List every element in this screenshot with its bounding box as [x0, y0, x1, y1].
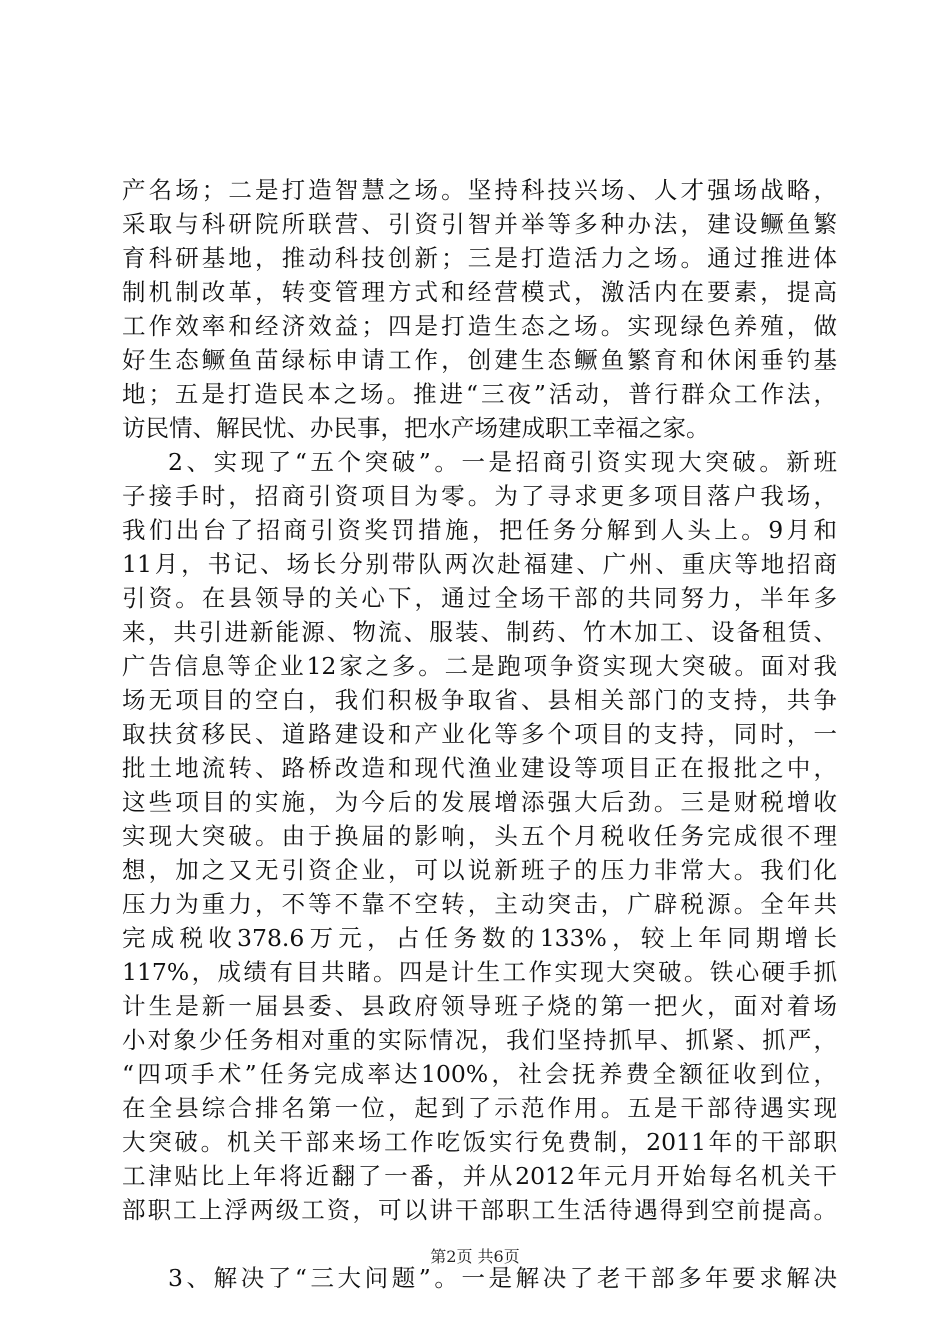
text-line: 完成税收378.6万元，占任务数的133%，较上年同期增长	[122, 924, 837, 952]
text-line: 地；五是打造民本之场。推进“三夜”活动，普行群众工作法，	[122, 380, 837, 408]
paragraph-start-line: 2、实现了“五个突破”。一是招商引资实现大突破。新班	[168, 448, 837, 476]
text-line: 场无项目的空白，我们积极争取省、县相关部门的支持，共争	[122, 686, 837, 714]
text-line: 育科研基地，推动科技创新；三是打造活力之场。通过推进体	[122, 244, 837, 272]
text-line: “四项手术”任务完成率达100%，社会抚养费全额征收到位，	[122, 1060, 837, 1088]
text-line: 工津贴比上年将近翻了一番，并从2012年元月开始每名机关干	[122, 1162, 837, 1190]
text-line: 小对象少任务相对重的实际情况，我们坚持抓早、抓紧、抓严，	[122, 1026, 837, 1054]
text-line: 117%，成绩有目共睹。四是计生工作实现大突破。铁心硬手抓	[122, 958, 837, 986]
text-line: 来，共引进新能源、物流、服装、制药、竹木加工、设备租赁、	[122, 618, 837, 646]
text-line: 压力为重力，不等不靠不空转，主动突击，广辟税源。全年共	[122, 890, 837, 918]
text-line: 这些项目的实施，为今后的发展增添强大后劲。三是财税增收	[122, 788, 837, 816]
text-line: 部职工上浮两级工资，可以讲干部职工生活待遇得到空前提高。	[122, 1196, 837, 1224]
text-line: 访民情、解民忧、办民事，把水产场建成职工幸福之家。	[122, 414, 710, 442]
page-number-footer: 第2页 共6页	[430, 1247, 520, 1266]
text-line: 大突破。机关干部来场工作吃饭实行免费制，2011年的干部职	[122, 1128, 837, 1156]
text-line: 11月，书记、场长分别带队两次赴福建、广州、重庆等地招商	[122, 550, 837, 578]
text-line: 实现大突破。由于换届的影响，头五个月税收任务完成很不理	[122, 822, 837, 850]
text-line: 工作效率和经济效益；四是打造生态之场。实现绿色养殖，做	[122, 312, 837, 340]
text-line: 产名场；二是打造智慧之场。坚持科技兴场、人才强场战略，	[122, 176, 837, 204]
text-line: 子接手时，招商引资项目为零。为了寻求更多项目落户我场，	[122, 482, 837, 510]
text-line: 广告信息等企业12家之多。二是跑项争资实现大突破。面对我	[122, 652, 837, 680]
text-line: 好生态鳜鱼苗绿标申请工作，创建生态鳜鱼繁育和休闲垂钓基	[122, 346, 837, 374]
text-line: 我们出台了招商引资奖罚措施，把任务分解到人头上。9月和	[122, 516, 837, 544]
text-line: 采取与科研院所联营、引资引智并举等多种办法，建设鳜鱼繁	[122, 210, 837, 238]
text-line: 取扶贫移民、道路建设和产业化等多个项目的支持，同时，一	[122, 720, 837, 748]
text-line: 计生是新一届县委、县政府领导班子烧的第一把火，面对着场	[122, 992, 837, 1020]
text-line: 批土地流转、路桥改造和现代渔业建设等项目正在报批之中，	[122, 754, 837, 782]
text-line: 制机制改革，转变管理方式和经营模式，激活内在要素，提高	[122, 278, 837, 306]
text-line: 引资。在县领导的关心下，通过全场干部的共同努力，半年多	[122, 584, 837, 612]
document-body	[122, 173, 837, 1295]
text-line: 在全县综合排名第一位，起到了示范作用。五是干部待遇实现	[122, 1094, 837, 1122]
paragraph-start-line: 3、解决了“三大问题”。一是解决了老干部多年要求解决	[168, 1264, 837, 1292]
text-line: 想，加之又无引资企业，可以说新班子的压力非常大。我们化	[122, 856, 837, 884]
